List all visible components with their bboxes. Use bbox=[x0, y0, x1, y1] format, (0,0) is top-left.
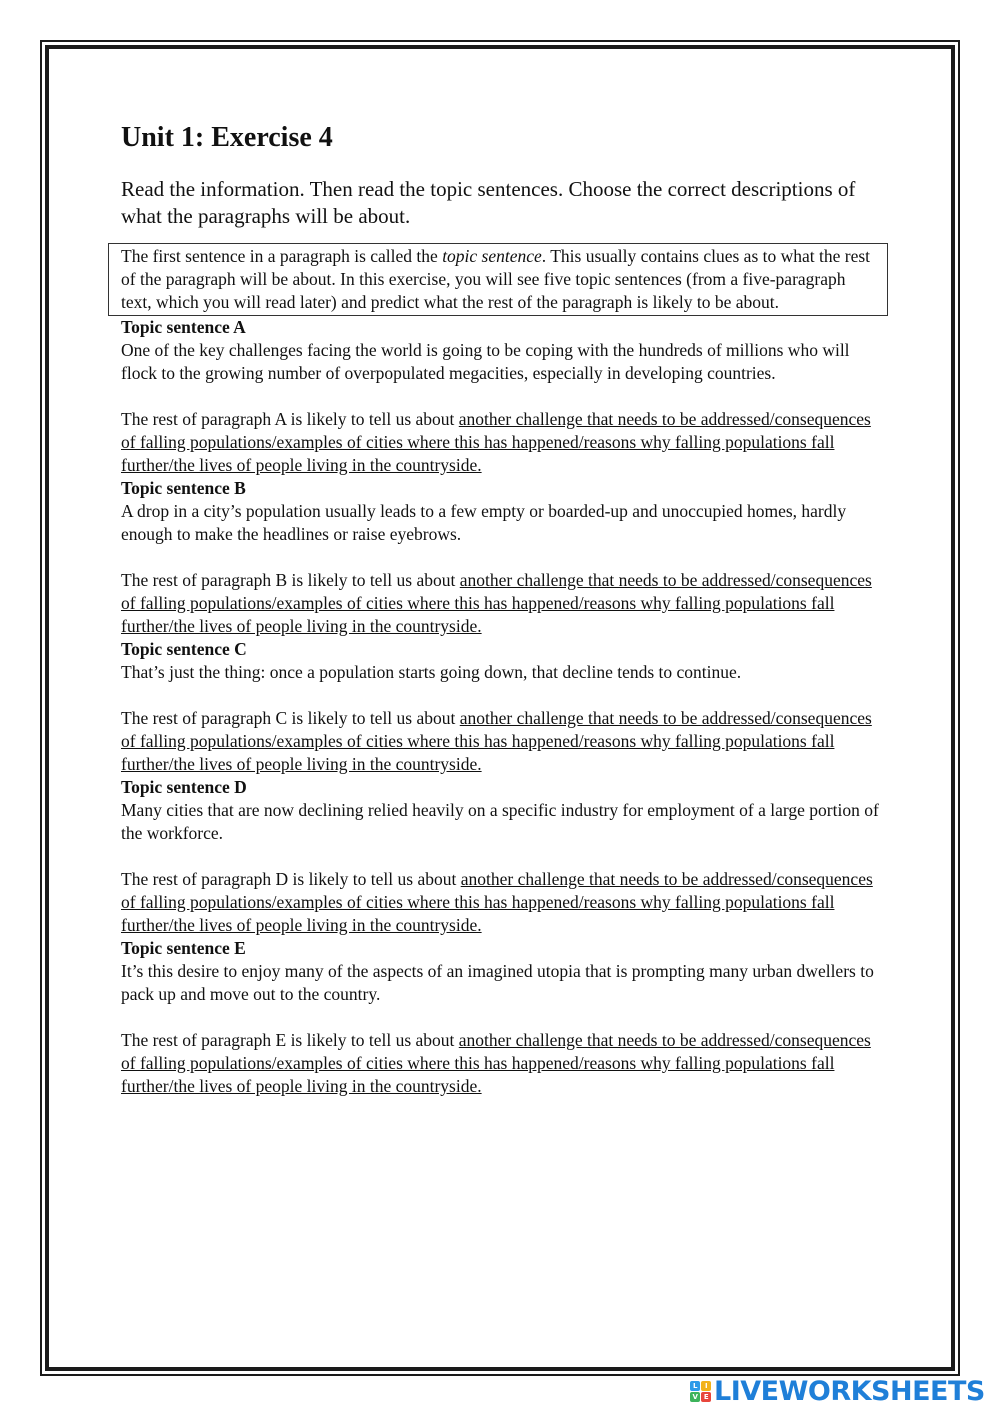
prediction bbox=[121, 868, 881, 937]
logo-letter: E bbox=[701, 1392, 711, 1402]
topic-heading: Topic sentence D bbox=[121, 777, 247, 797]
topic-heading: Topic sentence B bbox=[121, 478, 246, 498]
prediction-prompt: The rest of paragraph A is likely to tell us about bbox=[121, 409, 459, 429]
prediction-prompt: The rest of paragraph C is likely to tell us about bbox=[121, 708, 460, 728]
brand-name: LIVEWORKSHEETS bbox=[714, 1375, 985, 1407]
logo-letter: L bbox=[690, 1381, 700, 1391]
topic-sentence: That’s just the thing: once a population starts going down, that decline tends to continue. bbox=[121, 662, 742, 682]
prediction-prompt: The rest of paragraph E is likely to tell us about bbox=[121, 1030, 459, 1050]
page-title: Unit 1: Exercise 4 bbox=[121, 122, 333, 153]
info-emphasis: topic sentence bbox=[442, 246, 542, 266]
liveworksheets-brand[interactable] bbox=[690, 1376, 985, 1406]
answer-options[interactable]: another challenge that needs to be addressed/consequences of falling populations/examples of cities where this has happened/reasons why falling populations fall further/the lives of people living in the countryside. bbox=[121, 409, 871, 475]
answer-options[interactable]: another challenge that needs to be addressed/consequences of falling populations/examples of cities where this has happened/reasons why falling populations fall further/the lives of people living in the countryside. bbox=[121, 570, 872, 636]
topic-sentence: One of the key challenges facing the world is going to be coping with the hundreds of millions who will flock to the growing number of overpopulated megacities, especially in developing countries. bbox=[121, 340, 850, 383]
topic-section-a bbox=[121, 316, 881, 477]
worksheet-content bbox=[121, 118, 881, 1098]
topic-section-b bbox=[121, 477, 881, 638]
prediction bbox=[121, 408, 881, 477]
logo-letter: V bbox=[690, 1392, 700, 1402]
info-box bbox=[108, 243, 888, 316]
topic-heading: Topic sentence C bbox=[121, 639, 247, 659]
answer-options[interactable]: another challenge that needs to be addressed/consequences of falling populations/examples of cities where this has happened/reasons why falling populations fall further/the lives of people living in the countryside. bbox=[121, 869, 873, 935]
topic-heading: Topic sentence E bbox=[121, 938, 246, 958]
topic-sentence: A drop in a city’s population usually leads to a few empty or boarded-up and unoccupied homes, hardly enough to make the headlines or raise eyebrows. bbox=[121, 501, 847, 544]
info-text-end: . This usually contains clues as to what the rest of the paragraph will be about. In this exercise, you will see five topic sentences (from a five-paragraph text, which you will read later) and predict what the rest of the paragraph is likely to be about. bbox=[121, 246, 871, 312]
spacer bbox=[121, 1006, 881, 1029]
prediction bbox=[121, 569, 881, 638]
spacer bbox=[121, 684, 881, 707]
topic-section-e bbox=[121, 937, 881, 1098]
spacer bbox=[121, 845, 881, 868]
info-text-start: The first sentence in a paragraph is called the bbox=[121, 246, 443, 266]
prediction bbox=[121, 1029, 881, 1098]
answer-options[interactable]: another challenge that needs to be addressed/consequences of falling populations/examples of cities where this has happened/reasons why falling populations fall further/the lives of people living in the countryside. bbox=[121, 708, 872, 774]
topic-sentence: It’s this desire to enjoy many of the aspects of an imagined utopia that is prompting many urban dwellers to pack up and move out to the country. bbox=[121, 961, 874, 1004]
spacer bbox=[121, 546, 881, 569]
instructions: Read the information. Then read the topic sentences. Choose the correct descriptions of what the paragraphs will be about. bbox=[121, 177, 856, 228]
topic-sentence: Many cities that are now declining relied heavily on a specific industry for employment of a large portion of the workforce. bbox=[121, 800, 879, 843]
topic-heading: Topic sentence A bbox=[121, 317, 246, 337]
topic-section-d bbox=[121, 776, 881, 937]
topic-section-c bbox=[121, 638, 881, 776]
spacer bbox=[121, 385, 881, 408]
prediction-prompt: The rest of paragraph B is likely to tell us about bbox=[121, 570, 460, 590]
prediction bbox=[121, 707, 881, 776]
liveworksheets-logo-icon bbox=[690, 1381, 711, 1402]
answer-options[interactable]: another challenge that needs to be addressed/consequences of falling populations/examples of cities where this has happened/reasons why falling populations fall further/the lives of people living in the countryside. bbox=[121, 1030, 871, 1096]
logo-letter: I bbox=[701, 1381, 711, 1391]
prediction-prompt: The rest of paragraph D is likely to tell us about bbox=[121, 869, 461, 889]
